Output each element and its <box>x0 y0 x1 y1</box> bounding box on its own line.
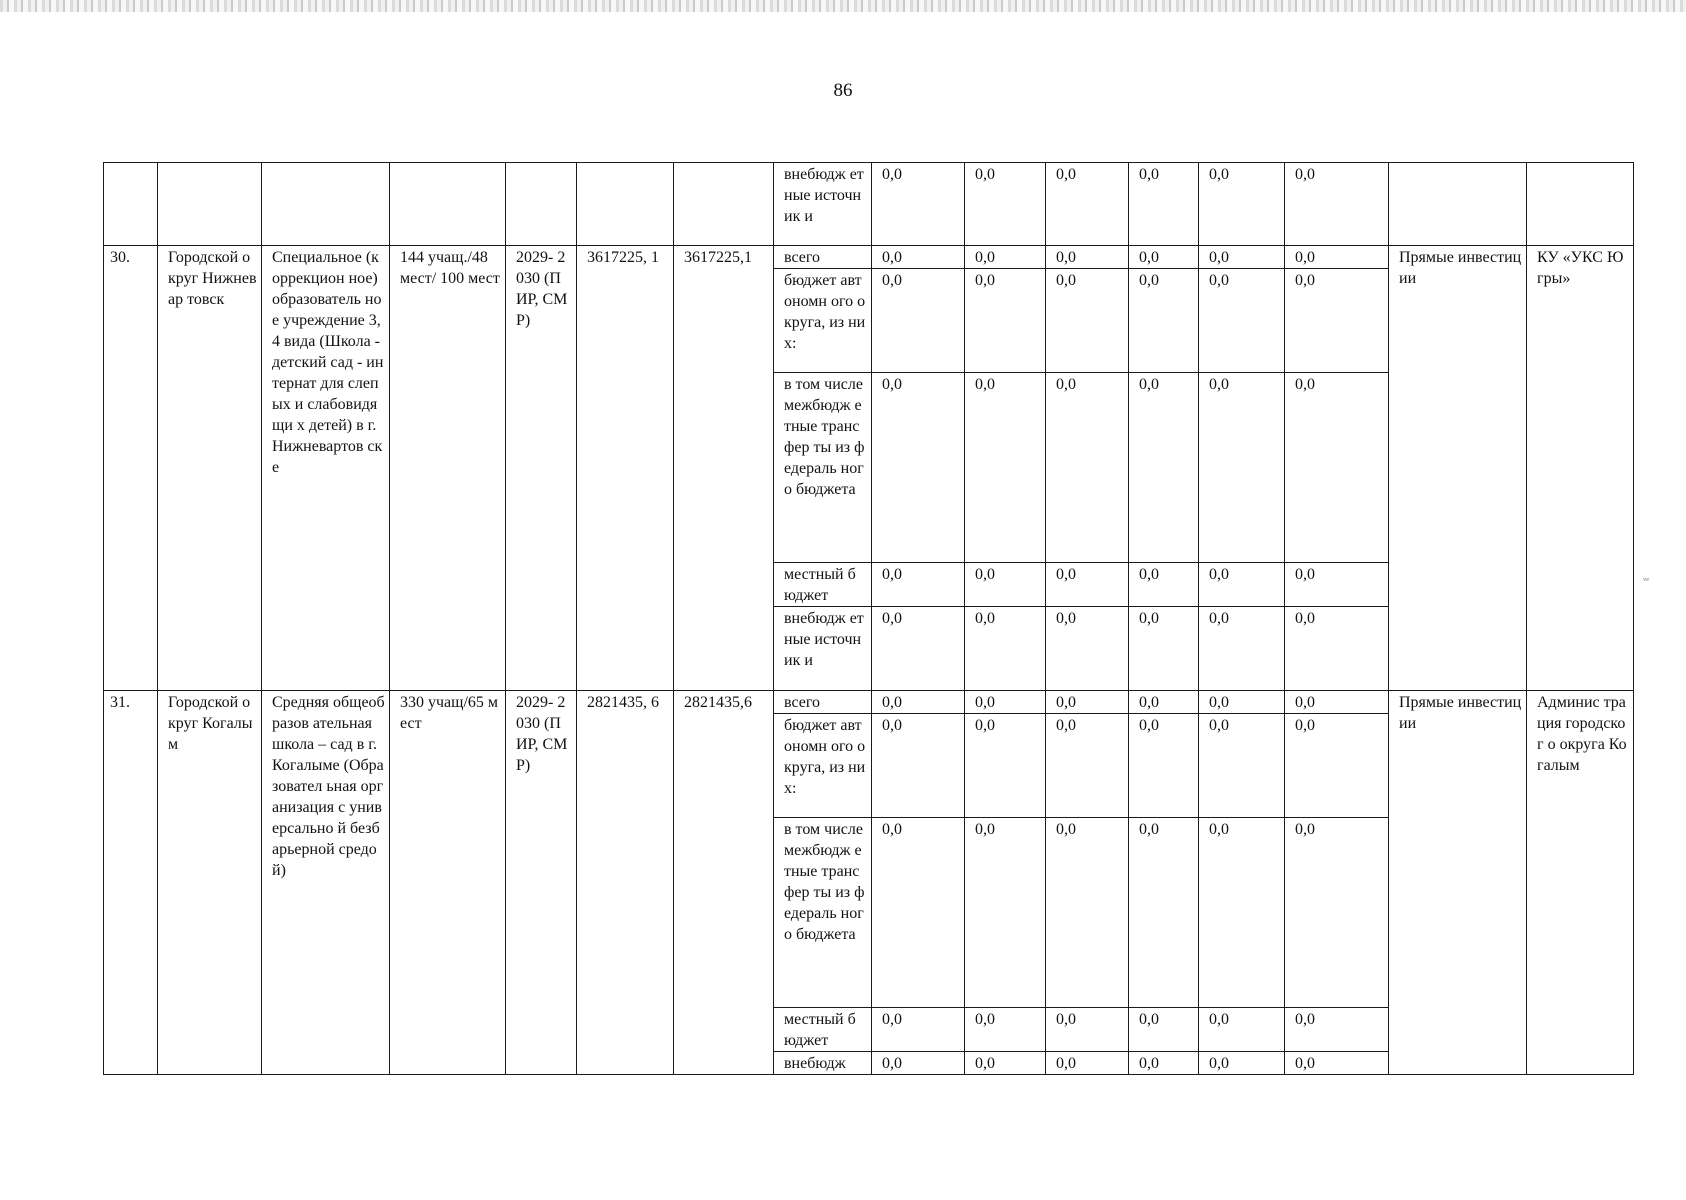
cell-value: 0,0 <box>872 714 965 818</box>
cell-value: 0,0 <box>1285 563 1389 607</box>
cell-empty <box>158 163 262 246</box>
cell-value: 0,0 <box>1199 269 1285 373</box>
table-row <box>104 246 1634 269</box>
cell-value: 0,0 <box>1285 1008 1389 1052</box>
cell-value: 0,0 <box>1046 1052 1129 1075</box>
cell-municipality: Городской округ Когалым <box>158 691 262 1075</box>
cell-value: 0,0 <box>1199 607 1285 691</box>
cell-years: 2029- 2030 (ПИР, СМР) <box>506 246 577 691</box>
page-number: 86 <box>833 80 853 101</box>
cell-value: 0,0 <box>1046 246 1129 269</box>
cell-value: 0,0 <box>1199 1008 1285 1052</box>
cell-value: 0,0 <box>1129 246 1199 269</box>
cell-funding-source: в том числе межбюдж етные трансфер ты из федераль ного бюджета <box>774 373 872 563</box>
cell-value: 0,0 <box>1046 269 1129 373</box>
cell-funding-source: внебюдж етные источник и <box>774 163 872 246</box>
cell-value: 0,0 <box>1046 714 1129 818</box>
cell-object-name: Специальное (коррекцион ное) образователь ное учреждение 3, 4 вида (Школа - детский сад - интернат для слепых и слабовидящи х детей) в г. Нижневартов ске <box>262 246 390 691</box>
cell-value: 0,0 <box>1285 691 1389 714</box>
cell-value: 0,0 <box>1046 163 1129 246</box>
cell-value: 0,0 <box>872 1052 965 1075</box>
cell-value: 0,0 <box>872 373 965 563</box>
cell-value: 0,0 <box>1046 607 1129 691</box>
cell-capacity: 144 учащ./48 мест/ 100 мест <box>390 246 506 691</box>
cell-value: 0,0 <box>965 373 1046 563</box>
cell-value: 0,0 <box>965 246 1046 269</box>
cell-value: 0,0 <box>1129 1008 1199 1052</box>
cell-number: 30. <box>104 246 158 691</box>
cell-value: 0,0 <box>1129 691 1199 714</box>
cell-value: 0,0 <box>1046 691 1129 714</box>
cell-value: 0,0 <box>1285 163 1389 246</box>
cell-funding-source: внебюдж етные источник и <box>774 607 872 691</box>
cell-value: 0,0 <box>1199 163 1285 246</box>
cell-value: 0,0 <box>872 269 965 373</box>
cell-value: 0,0 <box>1129 818 1199 1008</box>
cell-value: 0,0 <box>872 691 965 714</box>
cell-value: 0,0 <box>1129 563 1199 607</box>
cell-empty <box>506 163 577 246</box>
cell-value: 0,0 <box>1129 1052 1199 1075</box>
table-row-continuation <box>104 163 1634 246</box>
cell-value: 0,0 <box>1285 607 1389 691</box>
cell-value: 0,0 <box>1129 269 1199 373</box>
cell-empty <box>390 163 506 246</box>
cell-value: 0,0 <box>965 1052 1046 1075</box>
cell-funding-source: в том числе межбюдж етные трансфер ты из федераль ного бюджета <box>774 818 872 1008</box>
cell-capacity: 330 учащ/65 мест <box>390 691 506 1075</box>
cell-value: 0,0 <box>872 563 965 607</box>
cell-value: 0,0 <box>965 1008 1046 1052</box>
cell-estimated-cost: 2821435, 6 <box>577 691 674 1075</box>
scan-edge-artifact <box>0 0 1686 12</box>
cell-value: 0,0 <box>1129 714 1199 818</box>
cell-object-name: Средняя общеобразов ательная школа – сад в г. Когалыме (Образовател ьная организация с универсально й безбарьерной средой) <box>262 691 390 1075</box>
cell-value: 0,0 <box>1199 714 1285 818</box>
table-row <box>104 691 1634 714</box>
cell-empty <box>1389 163 1527 246</box>
cell-empty <box>262 163 390 246</box>
cell-value: 0,0 <box>872 818 965 1008</box>
cell-funding-source: бюджет автономн ого округа, из них: <box>774 269 872 373</box>
cell-value: 0,0 <box>1129 373 1199 563</box>
cell-funding-source: местный бюджет <box>774 1008 872 1052</box>
cell-value: 0,0 <box>1199 563 1285 607</box>
cell-value: 0,0 <box>1046 563 1129 607</box>
cell-investment-form: Прямые инвестиции <box>1389 691 1527 1075</box>
cell-value: 0,0 <box>872 1008 965 1052</box>
cell-value: 0,0 <box>965 691 1046 714</box>
cell-value: 0,0 <box>872 246 965 269</box>
cell-value: 0,0 <box>1285 373 1389 563</box>
table-body <box>104 163 1634 1075</box>
cell-remaining-cost: 3617225,1 <box>674 246 774 691</box>
cell-value: 0,0 <box>1285 1052 1389 1075</box>
cell-value: 0,0 <box>872 607 965 691</box>
cell-value: 0,0 <box>1285 714 1389 818</box>
cell-empty <box>1527 163 1634 246</box>
cell-funding-source: местный бюджет <box>774 563 872 607</box>
cell-customer: Админис трация городског о округа Когалым <box>1527 691 1634 1075</box>
cell-value: 0,0 <box>1199 818 1285 1008</box>
cell-remaining-cost: 2821435,6 <box>674 691 774 1075</box>
cell-value: 0,0 <box>965 607 1046 691</box>
cell-value: 0,0 <box>1199 1052 1285 1075</box>
cell-value: 0,0 <box>872 163 965 246</box>
cell-value: 0,0 <box>1285 269 1389 373</box>
cell-value: 0,0 <box>1285 246 1389 269</box>
cell-funding-source: всего <box>774 246 872 269</box>
cell-funding-source: внебюдж <box>774 1052 872 1075</box>
cell-number: 31. <box>104 691 158 1075</box>
cell-value: 0,0 <box>965 563 1046 607</box>
cell-investment-form: Прямые инвестиции <box>1389 246 1527 691</box>
cell-estimated-cost: 3617225, 1 <box>577 246 674 691</box>
cell-value: 0,0 <box>1129 163 1199 246</box>
cell-value: 0,0 <box>1285 818 1389 1008</box>
cell-municipality: Городской округ Нижневар товск <box>158 246 262 691</box>
cell-value: 0,0 <box>1199 373 1285 563</box>
cell-value: 0,0 <box>1129 607 1199 691</box>
cell-value: 0,0 <box>965 163 1046 246</box>
cell-value: 0,0 <box>1199 246 1285 269</box>
cell-value: 0,0 <box>1199 691 1285 714</box>
cell-value: 0,0 <box>1046 373 1129 563</box>
cell-funding-source: бюджет автономн ого округа, из них: <box>774 714 872 818</box>
cell-value: 0,0 <box>965 714 1046 818</box>
cell-value: 0,0 <box>1046 1008 1129 1052</box>
cell-value: 0,0 <box>965 818 1046 1008</box>
cell-customer: КУ «УКС Югры» <box>1527 246 1634 691</box>
investment-objects-table <box>103 162 1634 1075</box>
cell-empty <box>674 163 774 246</box>
cell-value: 0,0 <box>965 269 1046 373</box>
cell-value: 0,0 <box>1046 818 1129 1008</box>
cell-empty <box>104 163 158 246</box>
cell-empty <box>577 163 674 246</box>
cell-years: 2029- 2030 (ПИР, СМР) <box>506 691 577 1075</box>
cell-funding-source: всего <box>774 691 872 714</box>
scan-mark: ᵛᵉ <box>1643 575 1650 587</box>
